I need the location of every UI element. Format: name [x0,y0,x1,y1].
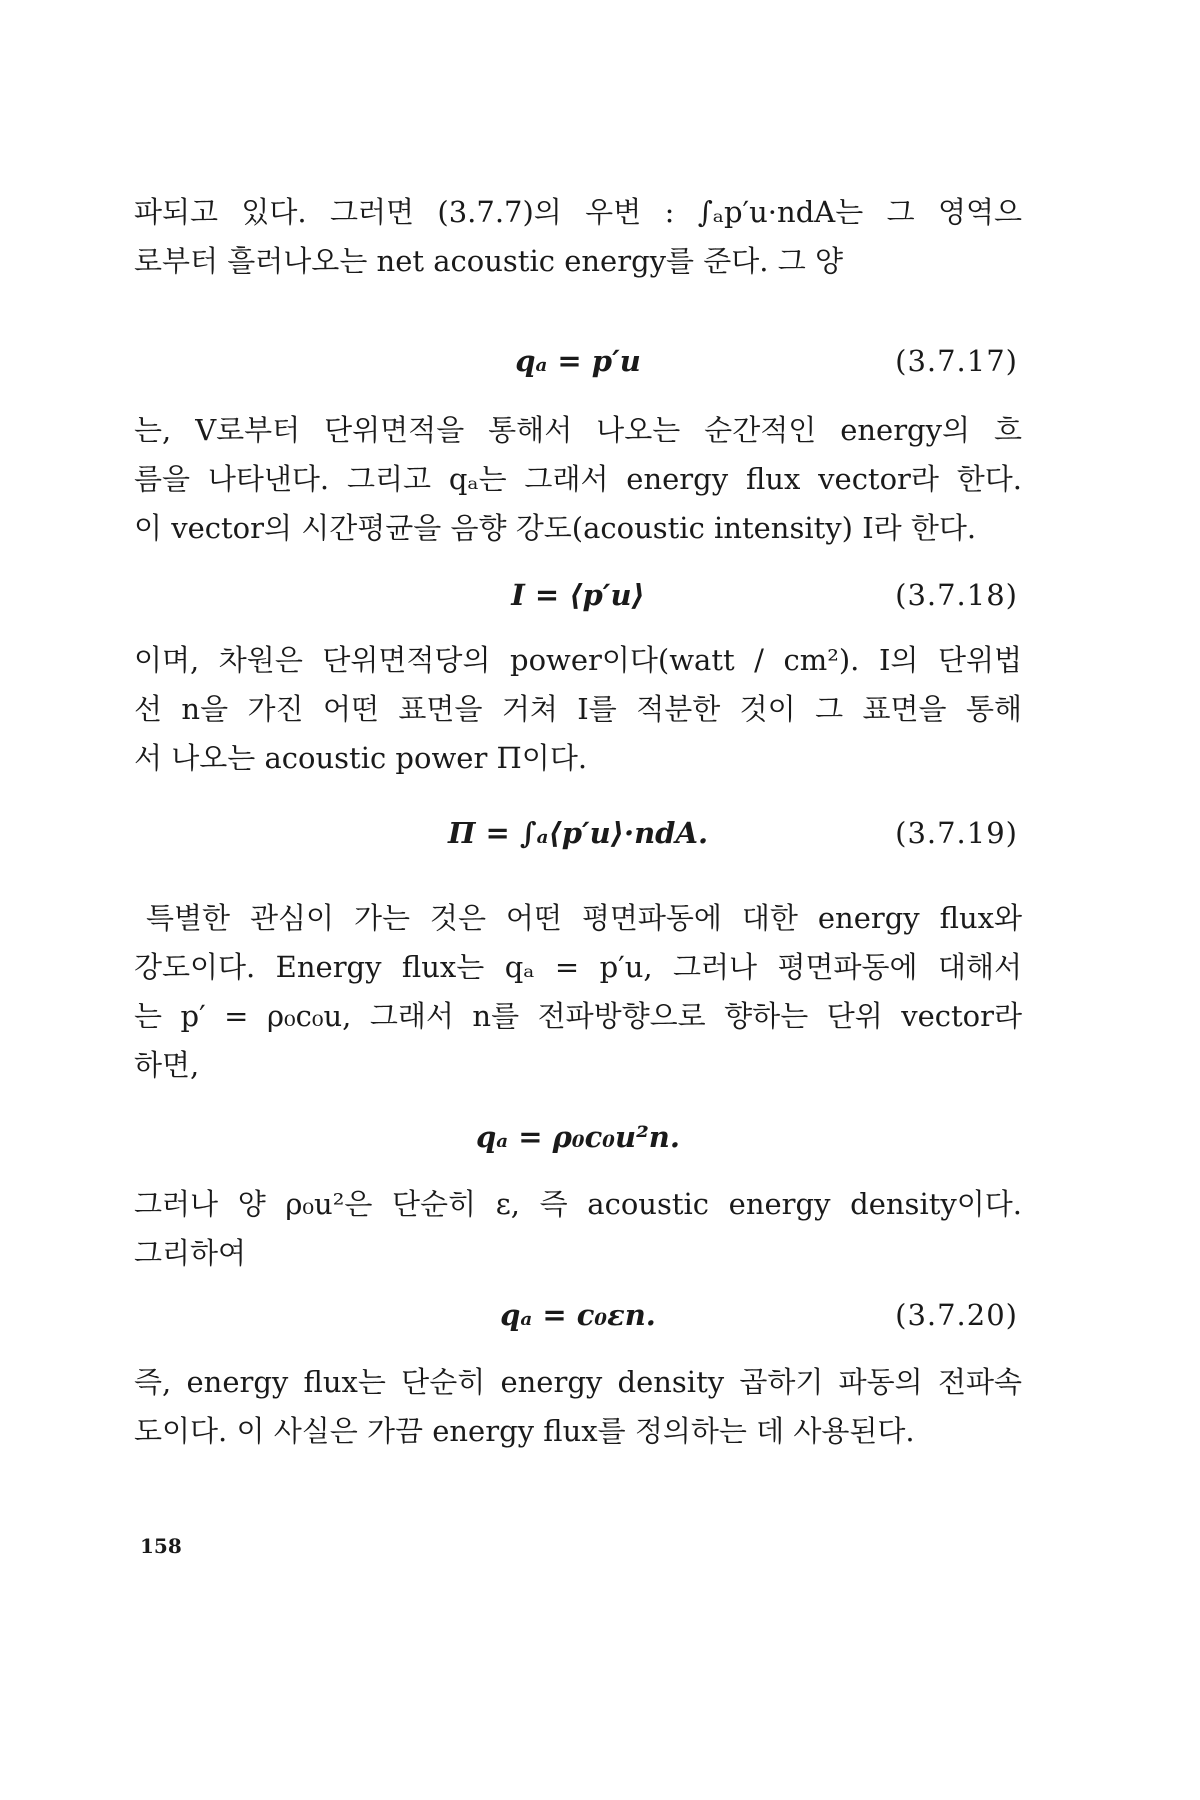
equation-expression: qₐ = p′u [515,344,641,378]
text-line: 서 나오는 acoustic power Π이다. [134,741,588,775]
equation-3-7-20 [134,1290,1022,1340]
equation-expression: qₐ = c₀εn. [500,1298,656,1332]
text-line: 로부터 흘러나오는 net acoustic energy를 준다. 그 양 [134,244,843,278]
text-line: 선 n을 가진 어떤 표면을 거쳐 I를 적분한 것이 그 표면을 통해 [134,692,1022,726]
page-number: 158 [140,1534,182,1558]
equation-number: (3.7.18) [895,578,1018,612]
equation-number: (3.7.19) [895,816,1018,850]
equation-expression: I = ⟨p′u⟩ [511,578,645,612]
text-line: 이 vector의 시간평균을 음향 강도(acoustic intensity) I라 한다. [134,511,977,545]
text-line: 하면, [134,1048,200,1082]
text-line: 강도이다. Energy flux는 qₐ = p′u, 그러나 평면파동에 대해서 [134,950,1022,984]
text-line: 특별한 관심이 가는 것은 어떤 평면파동에 대한 energy flux와 [146,901,1022,935]
equation-number: (3.7.20) [895,1298,1018,1332]
paragraph-6 [134,1358,1022,1456]
equation-number: (3.7.17) [895,344,1018,378]
text-line: 는 p′ = ρ₀c₀u, 그래서 n를 전파방향으로 향하는 단위 vector라 [134,999,1022,1033]
text-line: 이며, 차원은 단위면적당의 power이다(watt / cm²). I의 단위법 [134,643,1022,677]
equation-3-7-18 [134,570,1022,620]
paragraph-2 [134,406,1022,553]
text-line: 즉, energy flux는 단순히 energy density 곱하기 파동의 전파속 [134,1365,1022,1399]
equation-plane-wave-flux [134,1112,1022,1162]
text-line: 름을 나타낸다. 그리고 qₐ는 그래서 energy flux vector라 한다. [134,462,1022,496]
equation-3-7-17 [134,336,1022,386]
paragraph-5 [134,1180,1022,1278]
paragraph-4 [134,894,1022,1090]
paragraph-1 [134,188,1022,286]
equation-3-7-19 [134,808,1022,858]
equation-expression: Π = ∫ₐ⟨p′u⟩·ndA. [447,816,709,850]
text-line: 그러나 양 ρ₀u²은 단순히 ε, 즉 acoustic energy density이다. [134,1187,1022,1221]
text-line: 파되고 있다. 그러면 (3.7.7)의 우변 : ∫ₐp′u·ndA는 그 영역으 [134,195,1022,229]
text-line: 는, V로부터 단위면적을 통해서 나오는 순간적인 energy의 흐 [134,413,1022,447]
text-line: 그리하여 [134,1236,247,1270]
equation-expression: qₐ = ρ₀c₀u²n. [476,1120,680,1154]
text-line: 도이다. 이 사실은 가끔 energy flux를 정의하는 데 사용된다. [134,1414,915,1448]
paragraph-3 [134,636,1022,783]
